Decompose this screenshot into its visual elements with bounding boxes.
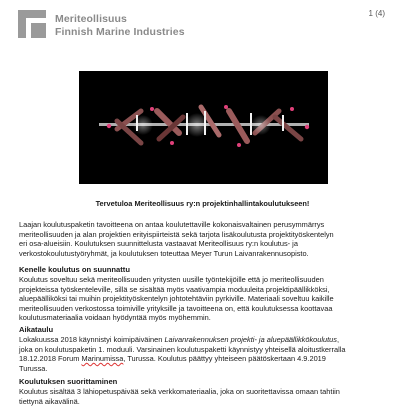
audience-line: Koulutus soveltuu sekä meriteollisuuden yritysten uusille työntekijöille että jo meriteollisuuden: [19, 275, 324, 284]
schedule-text: 18.12.2018 Forum: [19, 354, 82, 364]
page-number: 1 (4): [368, 9, 385, 18]
schedule-line: joka on koulutuspaketin 1. moduuli. Varsinainen koulutuspaketti käynnistyy yhteisellä aloitustkerralla: [19, 344, 346, 354]
intro-line: Laajan koulutuspaketin tavoitteena on antaa koulutettaville kokonaisvaltainen perusymmärrys: [19, 220, 325, 229]
document-title: Tervetuloa Meriteollisuus ry:n projektinhallintakoulutukseen!: [95, 199, 310, 208]
audience-line: koulutusmateriaalia voidaan hyödyntää myös myöhemmin.: [19, 313, 211, 323]
logo-line-2: Finnish Marine Industries: [55, 25, 185, 38]
abstract-light-rods-image: [79, 71, 328, 184]
schedule-line: [19, 354, 394, 364]
implementation-line: Koulutus sisältää 3 lähiopetuspäivää sekä verkkomateriaalia, joka on suoritettavissa omaan tahtiin: [19, 387, 340, 396]
implementation-line: tiettynä aikavälinä.: [19, 396, 80, 406]
intro-line: verkostokoulutustyöryhmät, ja koulutuksen toteuttaa Meyer Turun Laivanrakennusopisto.: [19, 248, 309, 258]
intro-line: eri osa-alueisiin. Koulutuksen suunnittelusta vastaavat Meriteollisuus ry:n koulutus- ja: [19, 239, 298, 249]
logo-line-1: Meriteollisuus: [55, 13, 127, 25]
implementation-heading: Koulutuksen suorittaminen: [19, 377, 118, 386]
course-name: Laivanrakennuksen projekti- ja aluepäällikkökoulutus: [164, 335, 337, 344]
venue-name: Marinumissa: [81, 354, 124, 364]
schedule-text: Lokakuussa 2018 käynnistyi koimipäiväinen: [19, 335, 165, 344]
logo-wordmark: [55, 13, 185, 38]
schedule-section: [19, 325, 394, 373]
audience-line: meriteollisuuden verkostossa toimiville yrityksille ja tavoitteena on, että koulutuksessa koottavaa: [19, 303, 333, 313]
audience-section: [19, 265, 394, 323]
implementation-section: [19, 377, 394, 406]
schedule-heading: Aikataulu: [19, 325, 54, 334]
intro-line: meriteollisuuden ja alan projektien erityispiirteistä sekä tarjota lisäkoulutusta projektityöskentelyn: [19, 229, 334, 239]
intro-paragraph: [19, 220, 394, 258]
schedule-line: Turussa.: [19, 363, 48, 373]
audience-heading: Kenelle koulutus on suunnattu: [19, 265, 130, 274]
audience-line: aluepäälliköksi tai muihin projektityöskentelyn johtotehtäviin pyrkiville. Materiaali soveltuu kaikille: [19, 294, 334, 304]
hero-illustration: [79, 71, 328, 184]
schedule-text: ,: [337, 335, 340, 344]
schedule-line: [19, 335, 394, 345]
audience-line: projekteissa työskenteleville, sillä se sisältää myös vaativampia moduuleita projektipäällikköksi,: [19, 284, 330, 294]
meriteollisuus-logo-icon: [18, 10, 46, 38]
schedule-text: , Turussa. Koulutus päättyy yhteiseen päätöskertaan 4.9.2019: [123, 354, 326, 364]
